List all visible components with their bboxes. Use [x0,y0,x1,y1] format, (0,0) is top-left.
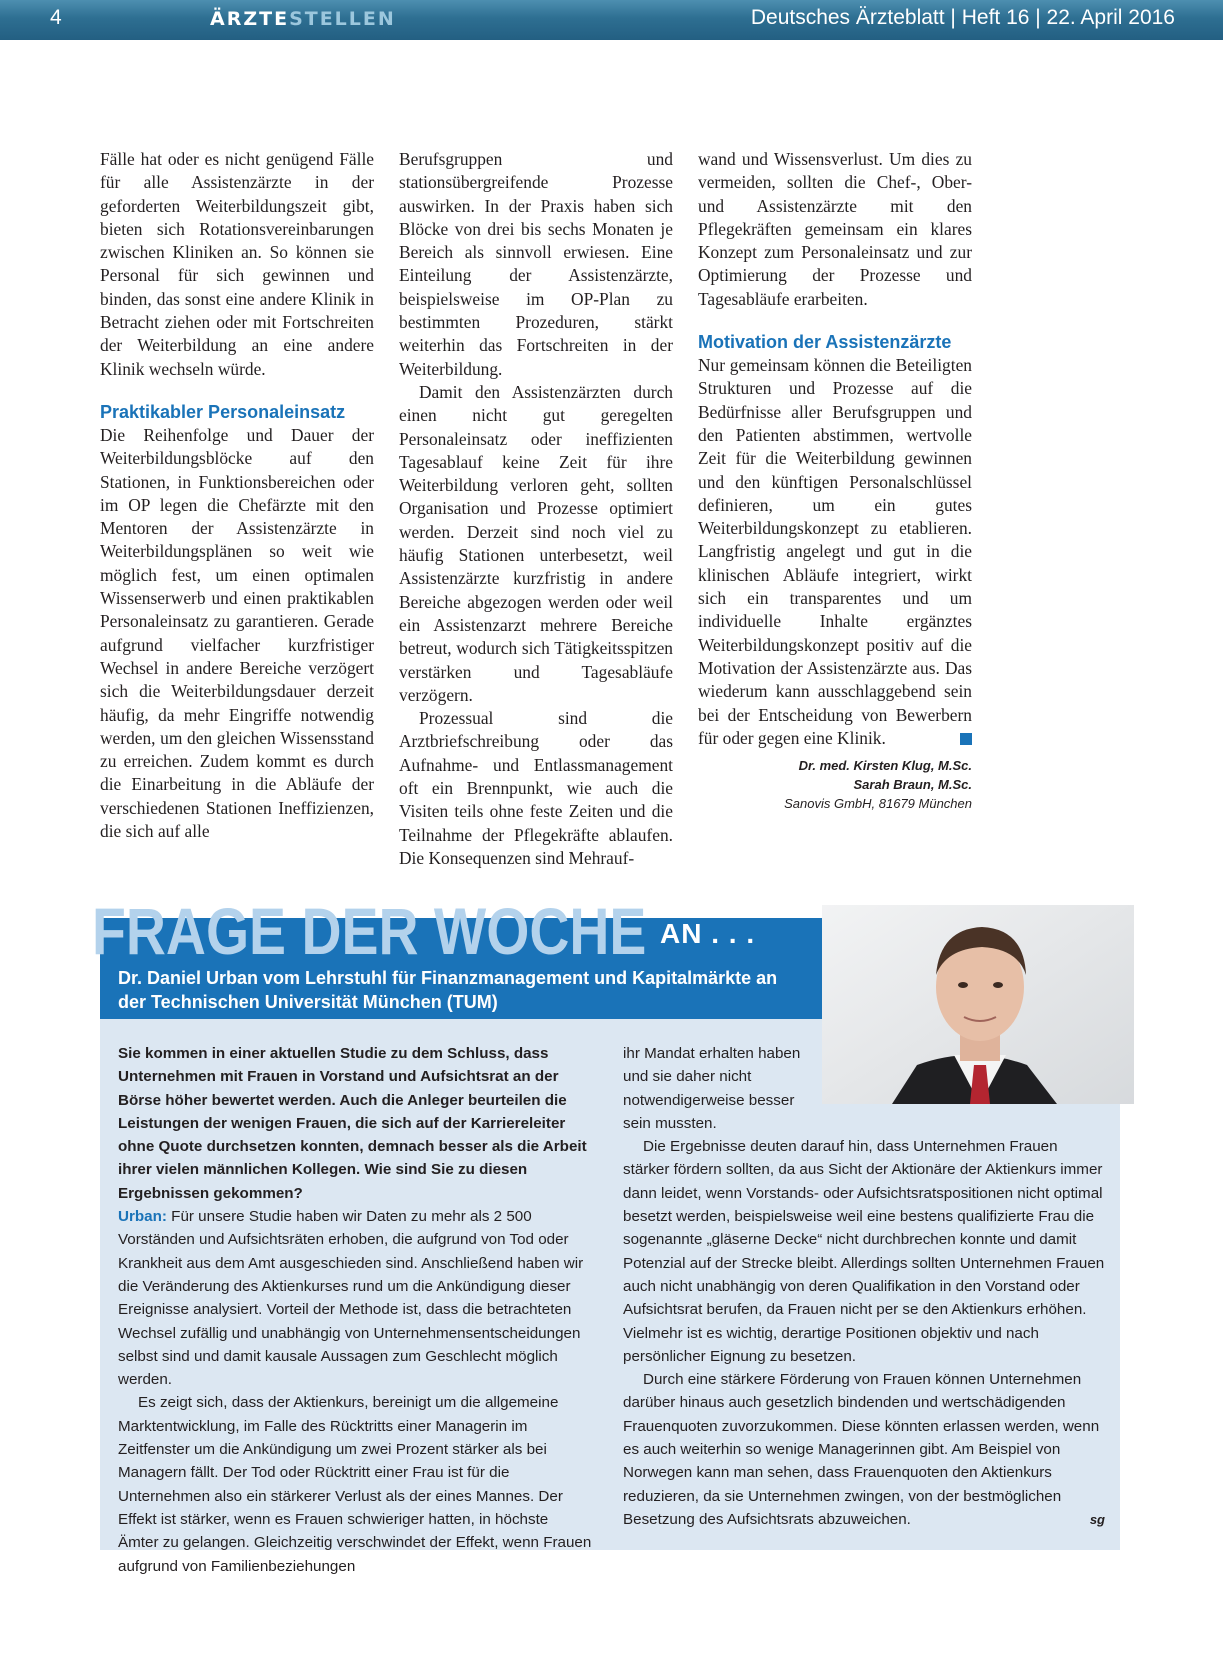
speaker-label: Urban: [118,1208,167,1226]
paragraph: Fälle hat oder es nicht genügend Fälle für alle Assistenzärzte in der geforderten Weiterbildungszeit gibt, bieten sich Rotationsvereinbarungen zwischen Kliniken an. So können sie Personal für sich gewinnen und binden, das sonst eine andere Klinik in Betracht ziehen oder mit Fortschreiten der Weiterbildung an eine andere Klinik wechseln würde. [100,149,374,379]
paragraph: Die Reihenfolge und Dauer der Weiterbildungsblöcke auf den Stationen, in Funktionsbereichen oder im OP legen die Chefärzte mit den Mentoren der Assistenzärzte in Weiterbildungsplänen so weit wie möglich fest, um einen optimalen Wissenserwerb und einen praktikablen Personaleinsatz zu garantieren. Gerade aufgrund vielfacher kurzfristiger Wechsel in andere Bereiche verzögert sich die Weiterbildungsdauer derzeit häufig, da mehr Eingriffe notwendig werden, um den gleichen Wissensstand zu erreichen. Zudem kommt es durch die Einarbeitung in die Abläufe der verschiedenen Stationen Ineffizienzen, die sich auf alle [100,424,374,842]
interview-answer: Urban: Für unsere Studie haben wir Daten zu mehr als 2 500 Vorständen und Aufsichtsräten erhoben, die aufgrund von Tod oder Krankheit aus dem Amt ausgeschieden sind. Anschließend haben wir die Veränderung des Aktienkurses rund um die Ankündigung dieser Ereignisse analysiert. Vorteil der Methode ist, dass die betrachteten Wechsel zufällig und unabhängig von Unternehmensentscheidungen selbst sind und damit kausale Aussagen zum Geschlecht möglich werden. [118,1208,584,1389]
signature: sg [1089,1511,1105,1527]
interview-answer: Es zeigt sich, dass der Aktienkurs, bereinigt um die allgemeine Marktentwicklung, im Falle des Rücktritts einer Managerin im Zeitfenster um die Ankündigung um zwei Prozent stärker als bei Managern fällt. Der Tod oder Rücktritt einer Frau ist für die Unternehmen also ein stärkerer Verlust als der eines Mannes. Der Effekt ist stärker, wenn es Frauen schwieriger hatten, in höchste Ämter zu gelangen. Gleichzeitig verschwindet der Effekt, wenn Frauen aufgrund von Familienbeziehungen [118,1394,592,1575]
article-column-2 [399,148,673,870]
interview-title: FRAGE DER WOCHE [92,894,647,968]
brand-logo: ÄRZTESTELLEN [210,8,396,30]
author-name: Dr. med. Kirsten Klug, M.Sc. [798,758,972,774]
paragraph: wand und Wissensverlust. Um dies zu vermeiden, sollten die Chef-, Ober- und Assistenzärzte mit den Pflegekräften gemeinsam ein klares Konzept zum Personaleinsatz und zur Optimierung der Prozesse und Tagesabläufe erarbeiten. [698,149,972,309]
article-column-3 [698,148,972,813]
paragraph: Damit den Assistenzärzten durch einen nicht gut geregelten Personaleinsatz oder ineffizienten Tagesablauf keine Zeit für ihre Weiterbildung verloren geht, sollten Organisation und Prozesse optimiert werden. Derzeit sind noch viel zu häufig Stationen unterbesetzt, weil Assistenzärzte kurzfristig in andere Bereiche abgezogen werden oder weil ein Assistenzarzt mehrere Bereiche betreut, wodurch sich Tätigkeitsspitzen verstärken und Tagesabläufe verzögern. [399,381,673,705]
page-header [0,0,1223,40]
interview-title-suffix: AN . . . [660,918,756,949]
article-column-1 [100,148,374,843]
issue-info: Deutsches Ärzteblatt | Heft 16 | 22. April 2016 [750,6,1175,29]
interview-question: Sie kommen in einer aktuellen Studie zu dem Schluss, dass Unternehmen mit Frauen in Vorstand und Aufsichtsrat an der Börse höher bewertet werden. Auch die Anleger beurteilen die Leistungen der wenigen Frauen, die sich auf der Karriereleiter ohne Quote durchsetzen konnten, demnach besser als die Arbeit ihrer vielen männlichen Kollegen. Wie sind Sie zu diesen Ergebnissen gekommen? [118,1045,587,1202]
paragraph: Prozessual sind die Arztbriefschreibung oder das Aufnahme- und Entlassmanagement oft ein Brennpunkt, wie auch die Visiten teils ohne feste Zeiten und die Teilnahme der Pflegekräfte ablaufen. Die Konsequenzen sind Mehrauf- [399,708,673,868]
end-mark-icon [960,733,972,745]
paragraph: Nur gemeinsam können die Beteiligten Strukturen und Prozesse auf die Bedürfnisse aller Berufsgruppen und den Patienten abstimmen, wertvolle Zeit für die Weiterbildung gewinnen und den künftigen Personalschlüssel definieren, um ein gutes Weiterbildungskonzept zu etablieren. Langfristig angelegt und gut in die klinischen Abläufe integriert, wirkt sich ein transparentes und um individuelle Inhalte ergänztes Weiterbildungskonzept positiv auf die Motivation der Assistenzärzte aus. Das wiederum kann ausschlaggebend sein bei der Entscheidung von Bewerbern für oder gegen eine Klinik. [698,355,972,748]
interview-column-2 [623,1042,1105,1531]
author-affiliation: Sanovis GmbH, 81679 München [784,796,972,812]
interview-column-1 [118,1042,592,1578]
interview-answer: Die Ergebnisse deuten darauf hin, dass Unternehmen Frauen stärker fördern sollten, da aus Sicht der Aktionäre der Aktienkurs immer dann leidet, wenn Vorstands- oder Aufsichtsratspositionen nicht optimal besetzt werden, beispielsweise weil eine bestens qualifizierte Frau die sogenannte „gläserne Decke“ nicht durchbrechen konnte und damit Potenzial auf der Strecke bleibt. Allerdings sollten Unternehmen Frauen auch nicht unabhängig von deren Qualifikation in den Vorstand oder Aufsichtsrat berufen, da Frauen nicht per se den Aktienkurs erhöhen. Vielmehr ist es wichtig, derartige Positionen objektiv und nach persönlicher Eignung zu besetzen. [623,1138,1105,1365]
author-block [698,756,972,813]
interview-answer: ihr Mandat erhalten haben und sie daher nicht notwendigerweise besser sein mussten. [623,1045,801,1132]
author-name: Sarah Braun, M.Sc. [853,777,972,793]
paragraph: Berufsgruppen und stationsübergreifende Prozesse auswirken. In der Praxis haben sich Blöcke von drei bis sechs Monaten je Bereich als sinnvoll erwiesen. Eine Einteilung der Assistenzärzte, beispielsweise im OP-Plan zu bestimmten Prozeduren, stärkt weiterhin das Fortschreiten in der Weiterbildung. [399,149,673,379]
interview-answer: Durch eine stärkere Förderung von Frauen können Unternehmen darüber hinaus auch gesetzlich bindenden und wertschädigenden Frauenquoten zuvorzukommen. Diese könnten erlassen werden, wenn es auch weiterhin so wenige Managerinnen gibt. Am Beispiel von Norwegen kann man sehen, dass Frauenquoten den Aktienkurs reduzieren, da sie Unternehmen zwingen, von der bestmöglichen Besetzung des Aufsichtsrats abzuweichen. sg [623,1368,1105,1531]
page-number: 4 [50,6,62,29]
section-heading: Motivation der Assistenzärzte [698,332,952,353]
section-heading: Praktikabler Personaleinsatz [100,401,346,422]
interview-subtitle: Dr. Daniel Urban vom Lehrstuhl für Finanzmanagement und Kapitalmärkte an der Technischen Universität München (TUM) [118,968,778,1012]
